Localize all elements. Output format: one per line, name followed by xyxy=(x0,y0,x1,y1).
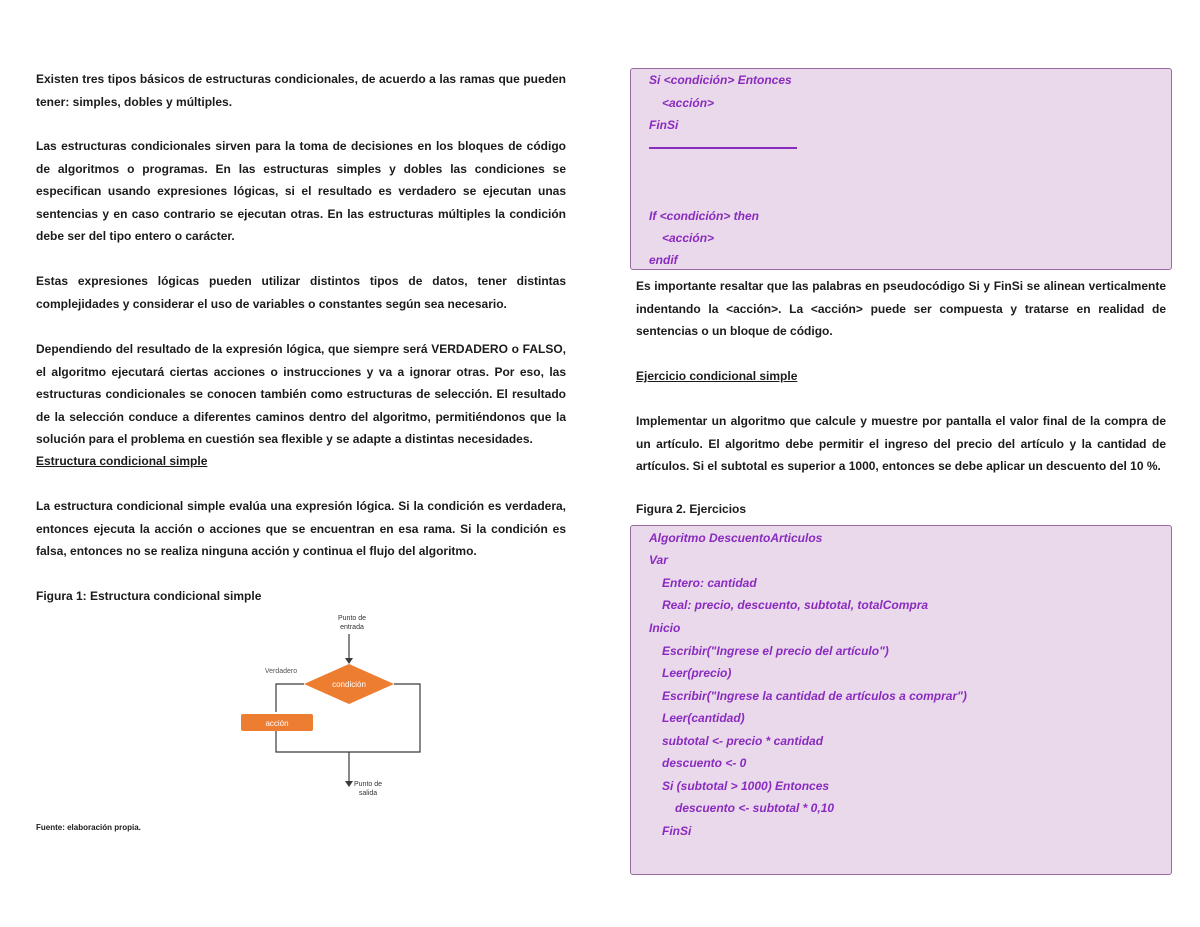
flowchart xyxy=(196,610,436,800)
figure2-caption: Figura 2. Ejercicios xyxy=(636,502,747,516)
simple-structure-paragraph: La estructura condicional simple evalúa una expresión lógica. Si la condición es verdadera, entonces ejecuta la acción o acciones que se encuentran en esa rama. Si la condición es falsa, entonces no se realiza ninguna acción y continua el flujo del algoritmo. xyxy=(36,499,566,559)
code-line: Inicio xyxy=(649,621,681,635)
code-line: Var xyxy=(649,553,668,567)
entry-label-line2: entrada xyxy=(340,624,364,631)
exit-label-line2: salida xyxy=(358,790,378,797)
exercise-paragraph: Implementar un algoritmo que calcule y muestre por pantalla el valor final de la compra de un artículo. El algoritmo debe permitir el ingreso del precio del artículo y la cantidad de artículos. Si el subtotal es superior a 1000, entonces se debe aplicar un descuento del 10 %. xyxy=(636,414,1166,474)
intro-paragraph: Existen tres tipos básicos de estructuras condicionales, de acuerdo a las ramas que pueden tener: simples, dobles y múltiples. xyxy=(36,72,566,109)
condition-label: condición xyxy=(332,680,366,689)
code-line: Real: precio, descuento, subtotal, totalCompra xyxy=(662,598,929,612)
action-label: acción xyxy=(265,719,289,728)
section-heading: Estructura condicional simple xyxy=(36,454,208,468)
code-line: Escribir("Ingrese el precio del artículo") xyxy=(662,644,889,658)
code-line: Algoritmo DescuentoArticulos xyxy=(649,531,823,545)
code-line: endif xyxy=(649,253,678,267)
code-line: Leer(cantidad) xyxy=(662,711,745,725)
true-branch-label: Verdadero xyxy=(264,668,298,675)
code-line: Leer(precio) xyxy=(662,666,732,680)
code-line: <acción> xyxy=(662,96,715,110)
separator-line xyxy=(649,147,797,149)
alignment-paragraph: Es importante resaltar que las palabras en pseudocódigo Si y FinSi se alinean verticalmente indentando la <acción>. La <acción> puede ser compuesta y tratarse en realidad de sentencias o un bloque de código. xyxy=(636,279,1166,339)
entry-arrowhead xyxy=(345,658,353,664)
code-line: Si (subtotal > 1000) Entonces xyxy=(662,779,830,793)
exit-label-line1: Punto de xyxy=(353,781,383,788)
action-return-line xyxy=(276,731,349,752)
source-note: Fuente: elaboración propia. xyxy=(36,823,141,832)
expressions-paragraph: Estas expresiones lógicas pueden utilizar distintos tipos de datos, tener distintas complejidades y considerar el uso de variables o constantes según sea necesario. xyxy=(36,274,566,311)
result-paragraph: Dependiendo del resultado de la expresión lógica, que siempre será VERDADERO o FALSO, el algoritmo ejecutará ciertas acciones o instrucciones y va a ignorar otras. Por eso, las estructuras condicionales se conocen también como estructuras de selección. El resultado de la selección conduce a diferentes caminos dentro del algoritmo, permitiéndonos que la solución para el problema en cuestión sea flexible y se adapte a distintas necesidades. xyxy=(36,342,566,447)
code-line: subtotal <- precio * cantidad xyxy=(662,734,824,748)
entry-label-line1: Punto de xyxy=(337,615,367,622)
code-line: FinSi xyxy=(662,824,692,838)
code-line: <acción> xyxy=(662,231,715,245)
code-line: Escribir("Ingrese la cantidad de artículos a comprar") xyxy=(662,689,967,703)
code-line: descuento <- subtotal * 0,10 xyxy=(675,801,835,815)
exercise-heading: Ejercicio condicional simple xyxy=(636,369,798,383)
exit-arrowhead xyxy=(345,781,353,787)
code-line: If <condición> then xyxy=(649,209,760,223)
code-line: FinSi xyxy=(649,118,679,132)
algorithm-box xyxy=(630,525,1172,875)
figure-caption: Figura 1: Estructura condicional simple xyxy=(36,589,262,603)
purpose-paragraph: Las estructuras condicionales sirven para la toma de decisiones en los bloques de código de algoritmos o programas. En las estructuras simples y dobles las condiciones se especifican usando expresiones lógicas, si el resultado es verdadero se ejecutan unas sentencias y en caso contrario se ejecutan otras. En las estructuras múltiples la condición debe ser del tipo entero o carácter. xyxy=(36,139,566,244)
true-branch-line xyxy=(276,684,304,712)
code-line: Entero: cantidad xyxy=(662,576,757,590)
pseudocode-box xyxy=(630,68,1172,270)
code-line: Si <condición> Entonces xyxy=(649,73,792,87)
code-line: descuento <- 0 xyxy=(662,756,747,770)
